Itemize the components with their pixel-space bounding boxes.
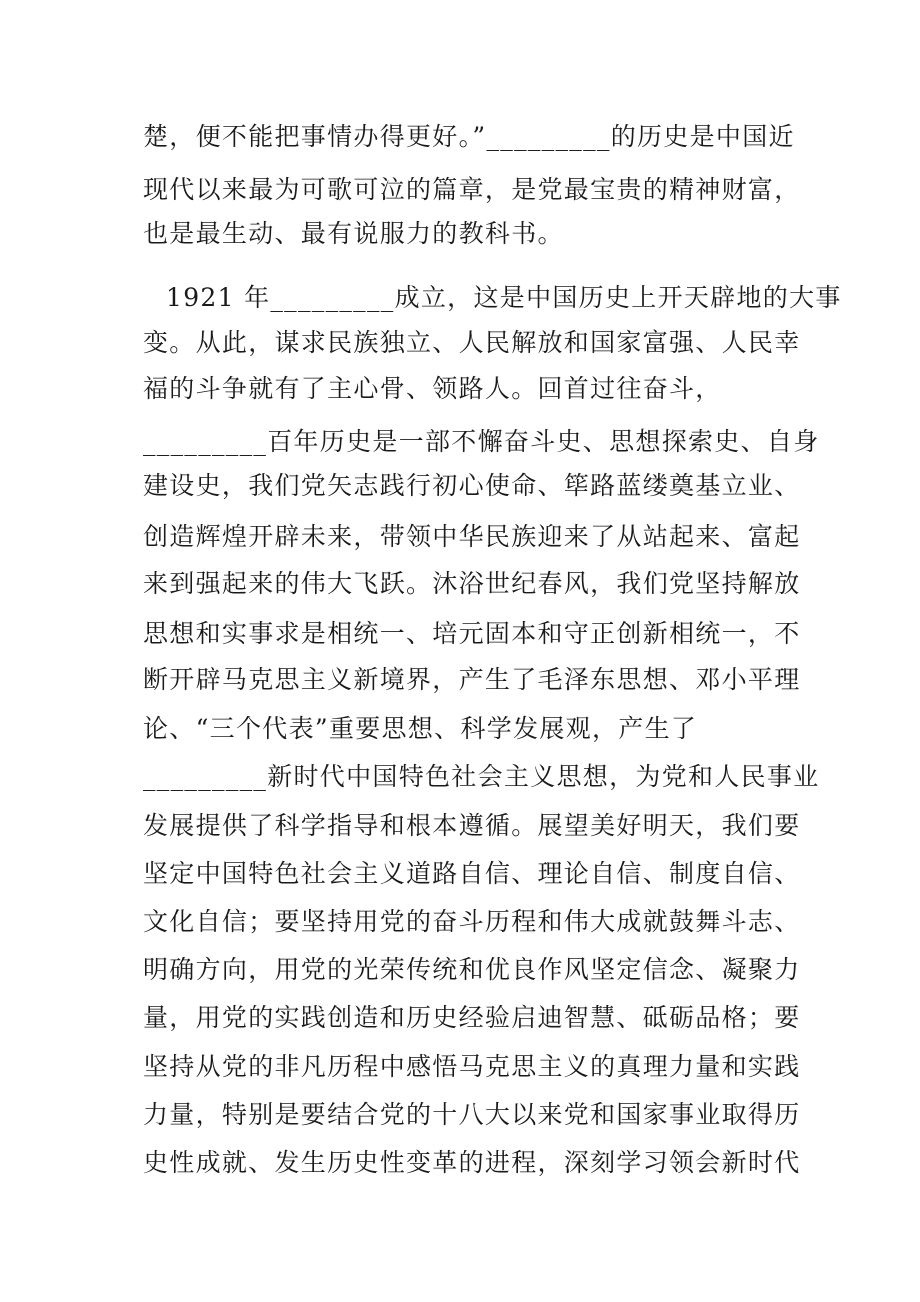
paragraph-2-line-18: 力量，特别是要结合党的十八大以来党和国家事业取得历 [143,1100,801,1129]
paragraph-2-line-19: 史性成就、发生历史性变革的进程，深刻学习领会新时代 [143,1148,801,1177]
fill-in-blank: _________ [486,122,611,151]
paragraph-2-line-6: 创造辉煌开辟未来，带领中华民族迎来了从站起来、富起 [143,522,801,551]
line-text: 的历史是中国近 [610,122,795,151]
paragraph-1-line-1 [143,121,795,153]
paragraph-2-line-5: 建设史，我们党矢志践行初心使命、筚路蓝缕奠基立业、 [143,471,801,500]
line-text: 成立，这是中国历史上开天辟地的大事 [394,283,842,312]
paragraph-2-line-12: 发展提供了科学指导和根本遵循。展望美好明天，我们要 [143,811,801,840]
paragraph-2-line-14: 文化自信；要坚持用党的奋斗历程和伟大成就鼓舞斗志、 [143,907,801,936]
paragraph-2-line-17: 坚持从党的非凡历程中感悟马克思主义的真理力量和实践 [143,1052,801,1081]
paragraph-2-line-8: 思想和实事求是相统一、培元固本和守正创新相统一，不 [143,619,801,648]
line-text: 1921 年 [166,283,271,312]
paragraph-2-line-7: 来到强起来的伟大飞跃。沐浴世纪春风，我们党坚持解放 [143,569,801,598]
fill-in-blank: _________ [143,427,268,456]
paragraph-2-line-1 [166,282,842,314]
paragraph-2-line-11 [143,761,820,793]
line-text: 百年历史是一部不懈奋斗史、思想探索史、自身 [267,427,820,456]
paragraph-2-line-13: 坚定中国特色社会主义道路自信、理论自信、制度自信、 [143,859,801,888]
paragraph-2-line-2: 变。从此，谋求民族独立、人民解放和国家富强、人民幸 [143,328,801,357]
paragraph-2-line-4 [143,426,820,458]
paragraph-2-line-3: 福的斗争就有了主心骨、领路人。回首过往奋斗， [143,374,722,403]
fill-in-blank: _________ [270,283,395,312]
paragraph-2-line-10: 论、“三个代表”重要思想、科学发展观，产生了 [143,714,698,743]
line-text: 楚，便不能把事情办得更好。” [143,122,487,151]
paragraph-1-line-3: 也是最生动、最有说服力的教科书。 [143,219,564,248]
paragraph-1-line-2: 现代以来最为可歌可泣的篇章，是党最宝贵的精神财富， [143,175,801,204]
paragraph-2-line-15: 明确方向，用党的光荣传统和优良作风坚定信念、凝聚力 [143,955,801,984]
paragraph-2-line-16: 量，用党的实践创造和历史经验启迪智慧、砥砺品格；要 [143,1003,801,1032]
paragraph-2-line-9: 断开辟马克思主义新境界，产生了毛泽东思想、邓小平理 [143,665,801,694]
line-text: 新时代中国特色社会主义思想，为党和人民事业 [267,762,820,791]
fill-in-blank: _________ [143,762,268,791]
